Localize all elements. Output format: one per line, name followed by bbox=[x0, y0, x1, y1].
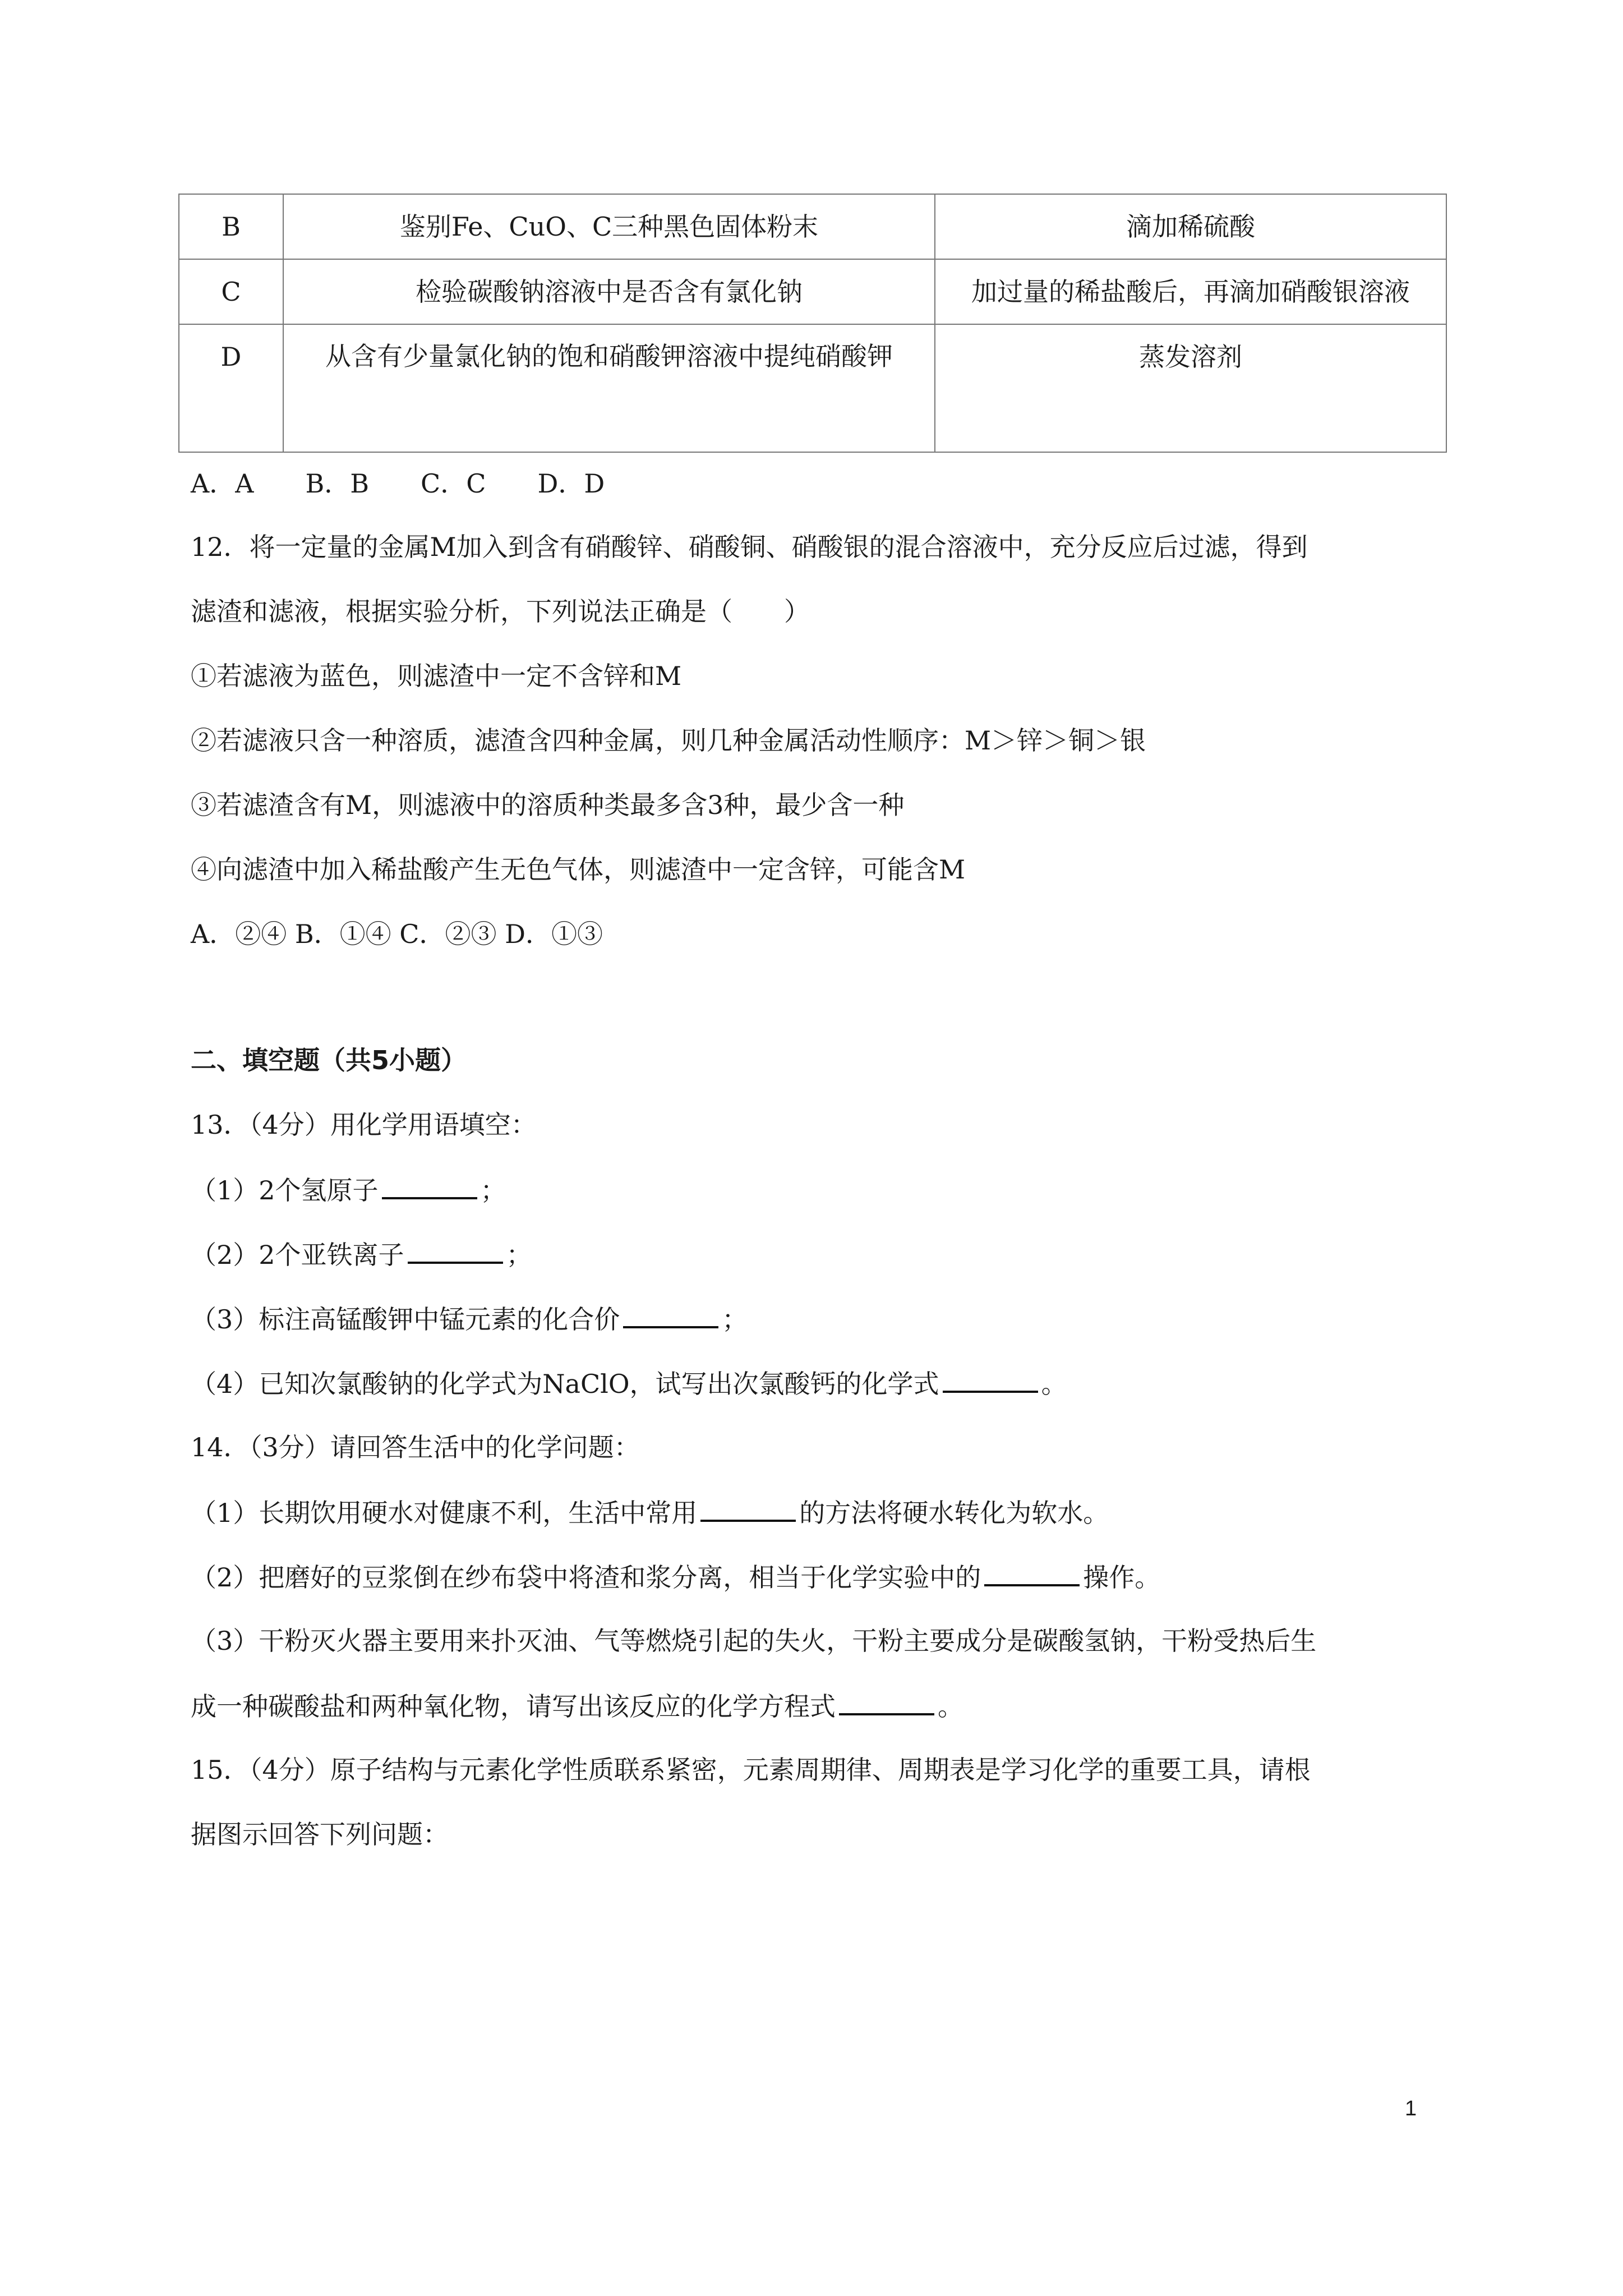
table-row bbox=[179, 194, 1446, 259]
q12-statement-3: ③若滤渣含有M，则滤液中的溶质种类最多含3种，最少含一种 bbox=[191, 790, 905, 820]
q13-part-1-text: （1）2个氢原子 bbox=[191, 1175, 379, 1205]
experiment-cell: 鉴别Fe、CuO、C三种黑色固体粉末 bbox=[283, 194, 935, 259]
q12-options: A．②④ B．①④ C．②③ D．①③ bbox=[191, 919, 603, 949]
q14-part-2-text: （2）把磨好的豆浆倒在纱布袋中将渣和浆分离，相当于化学实验中的 bbox=[191, 1562, 981, 1593]
q14-part-1-end: 的方法将硬水转化为软水。 bbox=[799, 1498, 1109, 1528]
method-cell: 加过量的稀盐酸后，再滴加硝酸银溶液 bbox=[935, 259, 1446, 324]
q15-stem-line1: 15．（4分）原子结构与元素化学性质联系紧密，元素周期律、周期表是学习化学的重要工具，请根 bbox=[191, 1755, 1311, 1785]
table-row bbox=[179, 259, 1446, 324]
q13-stem: 13．（4分）用化学用语填空： bbox=[191, 1110, 537, 1140]
answer-blank[interactable] bbox=[408, 1237, 503, 1264]
answer-blank[interactable] bbox=[984, 1559, 1080, 1586]
page-number: 1 bbox=[1405, 2097, 1417, 2120]
q13-part-3 bbox=[191, 1301, 748, 1336]
q13-part-3-text: （3）标注高锰酸钾中锰元素的化合价 bbox=[191, 1304, 620, 1335]
q14-part-1 bbox=[191, 1495, 1109, 1530]
q13-part-2 bbox=[191, 1237, 532, 1272]
q14-part-2-end: 操作。 bbox=[1083, 1562, 1161, 1593]
q13-part-3-end: ； bbox=[722, 1304, 748, 1335]
q12-stem-line2: 滤渣和滤液，根据实验分析，下列说法正确是（ ） bbox=[191, 596, 810, 627]
answer-blank[interactable] bbox=[943, 1366, 1038, 1393]
q13-part-1-end: ； bbox=[480, 1175, 506, 1205]
answer-blank[interactable] bbox=[700, 1495, 796, 1522]
q15-stem-line2: 据图示回答下列问题： bbox=[191, 1819, 449, 1849]
answer-blank[interactable] bbox=[382, 1172, 477, 1199]
q14-part-3-line1: （3）干粉灭火器主要用来扑灭油、气等燃烧引起的失火，干粉主要成分是碳酸氢钠，干粉受热后生 bbox=[191, 1626, 1317, 1656]
answer-blank[interactable] bbox=[839, 1688, 934, 1715]
q14-part-2 bbox=[191, 1559, 1160, 1594]
row-label: C bbox=[179, 259, 283, 324]
q14-part-3-text: 成一种碳酸盐和两种氧化物，请写出该反应的化学方程式 bbox=[191, 1691, 836, 1722]
q12-statement-1: ①若滤液为蓝色，则滤渣中一定不含锌和M bbox=[191, 661, 682, 691]
method-cell: 滴加稀硫酸 bbox=[935, 194, 1446, 259]
row-label: D bbox=[179, 324, 283, 452]
q12-statement-2: ②若滤液只含一种溶质，滤渣含四种金属，则几种金属活动性顺序：M＞锌＞铜＞银 bbox=[191, 725, 1146, 756]
q13-part-2-end: ； bbox=[506, 1240, 532, 1270]
q14-part-3-line2 bbox=[191, 1688, 963, 1723]
q13-part-4-end: 。 bbox=[1041, 1369, 1067, 1399]
q14-stem: 14．（3分）请回答生活中的化学问题： bbox=[191, 1432, 640, 1462]
row-label: B bbox=[179, 194, 283, 259]
method-cell: 蒸发溶剂 bbox=[935, 324, 1446, 452]
table-row bbox=[179, 324, 1446, 452]
experiment-cell: 检验碳酸钠溶液中是否含有氯化钠 bbox=[283, 259, 935, 324]
q13-part-2-text: （2）2个亚铁离子 bbox=[191, 1240, 404, 1270]
q12-statement-4: ④向滤渣中加入稀盐酸产生无色气体，则滤渣中一定含锌，可能含M bbox=[191, 854, 966, 885]
q12-stem-line1: 12．将一定量的金属M加入到含有硝酸锌、硝酸铜、硝酸银的混合溶液中，充分反应后过滤，得到 bbox=[191, 532, 1308, 562]
q14-part-1-text: （1）长期饮用硬水对健康不利，生活中常用 bbox=[191, 1498, 698, 1528]
q11-options: A．A B．B C．C D．D bbox=[191, 468, 605, 499]
experiment-cell: 从含有少量氯化钠的饱和硝酸钾溶液中提纯硝酸钾 bbox=[283, 324, 935, 452]
q14-part-3-end: 。 bbox=[938, 1691, 963, 1722]
q13-part-1 bbox=[191, 1172, 506, 1207]
q13-part-4 bbox=[191, 1366, 1067, 1401]
experiment-table bbox=[178, 194, 1447, 453]
answer-blank[interactable] bbox=[623, 1301, 718, 1328]
section-heading: 二、填空题（共5小题） bbox=[191, 1045, 467, 1075]
q13-part-4-text: （4）已知次氯酸钠的化学式为NaClO，试写出次氯酸钙的化学式 bbox=[191, 1369, 939, 1399]
